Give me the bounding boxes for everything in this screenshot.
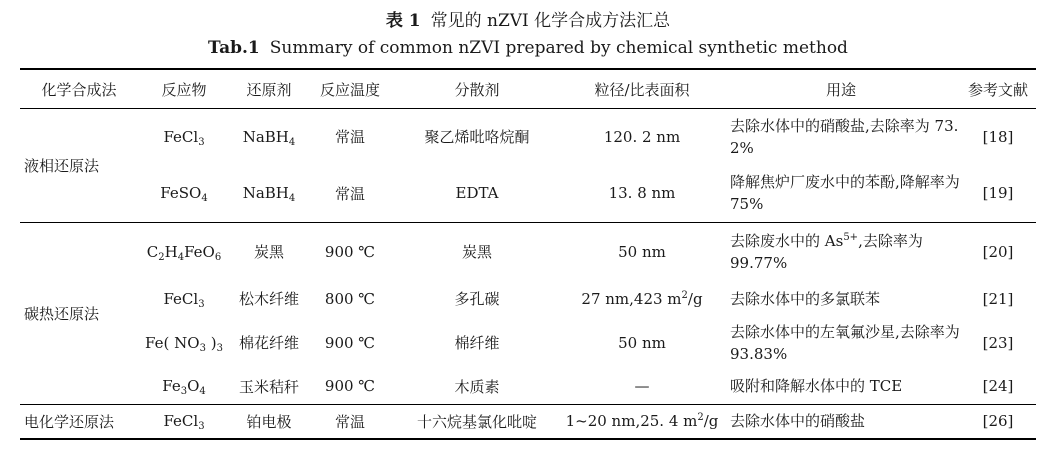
- table-caption-cn: [0, 6, 1056, 31]
- table-row: [20, 223, 1036, 281]
- dispersant-cell: 多孔碳: [454, 290, 500, 308]
- reactant-cell: $C_2H_4FeO_6$: [138, 223, 230, 281]
- table-caption-en: [0, 38, 1056, 58]
- caption-en-title: Summary of common nZVI prepared by chemical synthetic method: [269, 38, 848, 58]
- table-row: [20, 405, 1036, 439]
- size-cell: 27 nm,423 $m^2/g$: [581, 289, 703, 308]
- header-temperature: 反应温度: [308, 69, 392, 109]
- reference-cell: [18]: [982, 127, 1014, 146]
- reference-cell: [24]: [982, 377, 1014, 396]
- reference-cell: [21]: [982, 289, 1014, 308]
- reductant-cell: 松木纤维: [238, 290, 299, 308]
- use-cell: 吸附和降解水体中的 TCE: [730, 377, 903, 396]
- size-cell: 13. 8 nm: [608, 184, 676, 203]
- temperature-cell: 常温: [334, 128, 365, 147]
- reference-cell: [23]: [982, 333, 1014, 352]
- reactant-cell: Fe( $NO_3$ )$_3$: [145, 333, 223, 354]
- dispersant-cell: 木质素: [454, 377, 500, 396]
- use-cell: 去除水体中的多氯联苯: [730, 289, 881, 308]
- use-cell: 降解焦炉厂废水中的苯酚,降解率为 75%: [730, 173, 960, 214]
- header-reductant: 还原剂: [230, 69, 308, 109]
- method-cell: 液相还原法: [24, 157, 100, 175]
- reductant-cell: NaBH$_4$: [242, 184, 296, 205]
- table-row: [20, 281, 1036, 317]
- reductant-cell: 玉米秸秆: [238, 377, 299, 396]
- table-row: [20, 165, 1036, 223]
- temperature-cell: 常温: [334, 184, 365, 203]
- summary-table: [20, 68, 1036, 440]
- size-cell: 50 nm: [618, 333, 666, 352]
- reductant-cell: NaBH$_4$: [242, 127, 296, 148]
- reactant-cell: FeCl$_3$: [138, 405, 230, 439]
- reductant-cell: 炭黑: [230, 223, 308, 281]
- size-cell: 50 nm: [562, 223, 722, 281]
- reference-cell: [20]: [960, 223, 1036, 281]
- header-reference: 参考文献: [960, 69, 1036, 109]
- reactant-cell: $Fe_3O_4$: [162, 377, 206, 398]
- reductant-cell: 棉花纤维: [238, 334, 299, 352]
- header-size: 粒径/比表面积: [562, 69, 722, 109]
- caption-cn-label: 表 1: [385, 11, 421, 31]
- temperature-cell: 900 ℃: [324, 333, 376, 352]
- use-cell: 去除水体中的硝酸盐,去除率为 73. 2%: [730, 116, 959, 157]
- size-cell: —: [634, 377, 650, 396]
- reference-cell: [26]: [960, 405, 1036, 439]
- reactant-cell: FeCl$_3$: [163, 289, 205, 310]
- use-cell: 去除水体中的左氧氟沙星,去除率为 93.83%: [730, 322, 960, 363]
- dispersant-cell: EDTA: [455, 184, 499, 203]
- use-cell: 去除水体中的硝酸盐: [722, 405, 960, 439]
- reactant-cell: FeCl$_3$: [163, 127, 205, 148]
- dispersant-cell: 炭黑: [392, 223, 562, 281]
- temperature-cell: 常温: [308, 405, 392, 439]
- reference-cell: [19]: [982, 184, 1014, 203]
- header-row: [20, 69, 1036, 109]
- table-row: [20, 369, 1036, 405]
- dispersant-cell: 十六烷基氯化吡啶: [392, 405, 562, 439]
- temperature-cell: 900 ℃: [324, 377, 376, 396]
- header-method: 化学合成法: [20, 69, 138, 109]
- size-cell: 120. 2 nm: [603, 127, 681, 146]
- caption-cn-title: 常见的 nZVI 化学合成方法汇总: [430, 11, 671, 31]
- method-cell: 电化学还原法: [20, 405, 138, 439]
- size-cell: 1~20 nm,25. 4 $m^2/g$: [562, 405, 722, 439]
- temperature-cell: 800 ℃: [324, 289, 376, 308]
- caption-en-label: Tab.1: [208, 38, 260, 58]
- method-cell: 碳热还原法: [20, 223, 138, 405]
- header-reactant: 反应物: [138, 69, 230, 109]
- dispersant-cell: 聚乙烯吡咯烷酮: [424, 128, 530, 147]
- temperature-cell: 900 ℃: [308, 223, 392, 281]
- reductant-cell: 铂电极: [230, 405, 308, 439]
- table-row: [20, 109, 1036, 165]
- header-dispersant: 分散剂: [392, 69, 562, 109]
- table-row: [20, 317, 1036, 369]
- use-cell: 去除废水中的 $As^{5+}$,去除率为 99.77%: [722, 223, 960, 281]
- header-use: 用途: [722, 69, 960, 109]
- dispersant-cell: 棉纤维: [454, 334, 500, 352]
- reactant-cell: FeSO$_4$: [160, 184, 208, 205]
